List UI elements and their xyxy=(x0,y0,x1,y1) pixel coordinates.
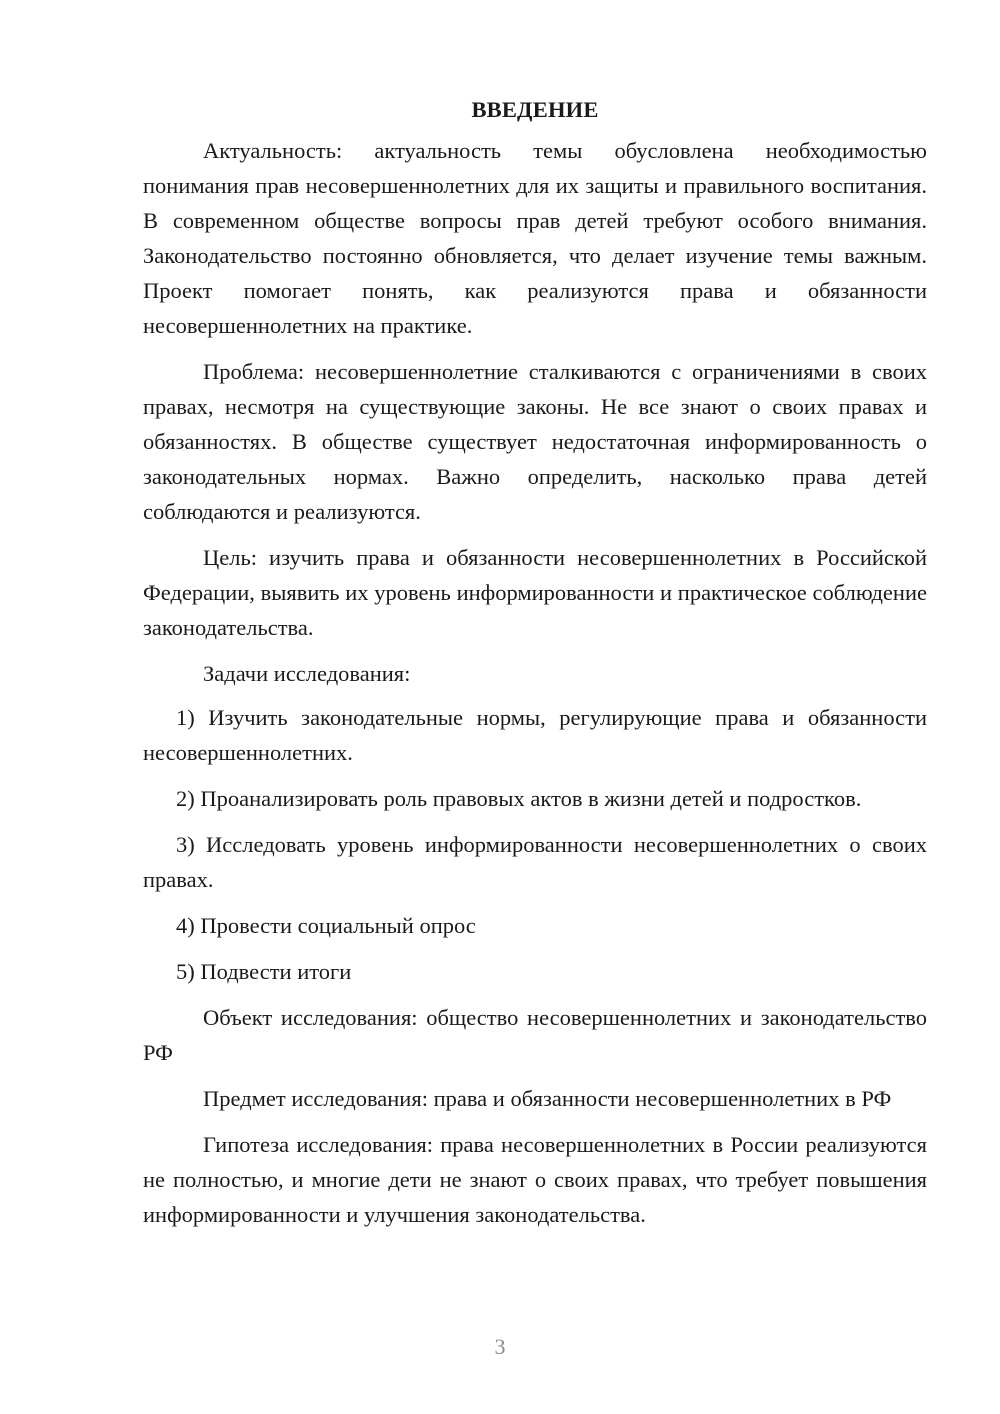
task-item-3: 3) Исследовать уровень информированности несовершеннолетних о своих правах. xyxy=(143,832,927,892)
task-item-4: 4) Провести социальный опрос xyxy=(176,913,476,938)
task-item-5: 5) Подвести итоги xyxy=(176,959,352,984)
hypothesis-paragraph: Гипотеза исследования: права несовершеннолетних в России реализуются не полностью, и многие дети не знают о своих правах, что требует повышения информированности и улучшения законодательства. xyxy=(143,1132,927,1227)
task-item-2: 2) Проанализировать роль правовых актов в жизни детей и подростков. xyxy=(176,786,862,811)
tasks-title: Задачи исследования: xyxy=(203,661,411,686)
page-number: 3 xyxy=(494,1334,506,1359)
subject-paragraph: Предмет исследования: права и обязанности несовершеннолетних в РФ xyxy=(203,1086,892,1111)
page-heading: ВВЕДЕНИЕ xyxy=(471,97,599,122)
goal-paragraph: Цель: изучить права и обязанности несовершеннолетних в Российской Федерации, выявить их уровень информированности и практическое соблюдение законодательства. xyxy=(143,545,927,640)
task-item-1: 1) Изучить законодательные нормы, регулирующие права и обязанности несовершеннолетних. xyxy=(143,705,927,765)
relevance-paragraph: Актуальность: актуальность темы обусловлена необходимостью понимания прав несовершеннолетних для их защиты и правильного воспитания. В современном обществе вопросы прав детей требуют особого внимания. Законодательство постоянно обновляется, что делает изучение темы важным. Проект помогает понять, как реализуются права и обязанности несовершеннолетних на практике. xyxy=(143,138,927,338)
problem-paragraph: Проблема: несовершеннолетние сталкиваются с ограничениями в своих правах, несмотря на существующие законы. Не все знают о своих правах и обязанностях. В обществе существует недостаточная информированность о законодательных нормах. Важно определить, насколько права детей соблюдаются и реализуются. xyxy=(143,359,927,524)
page-content xyxy=(143,92,927,1243)
object-paragraph: Объект исследования: общество несовершеннолетних и законодательство РФ xyxy=(143,1005,927,1065)
